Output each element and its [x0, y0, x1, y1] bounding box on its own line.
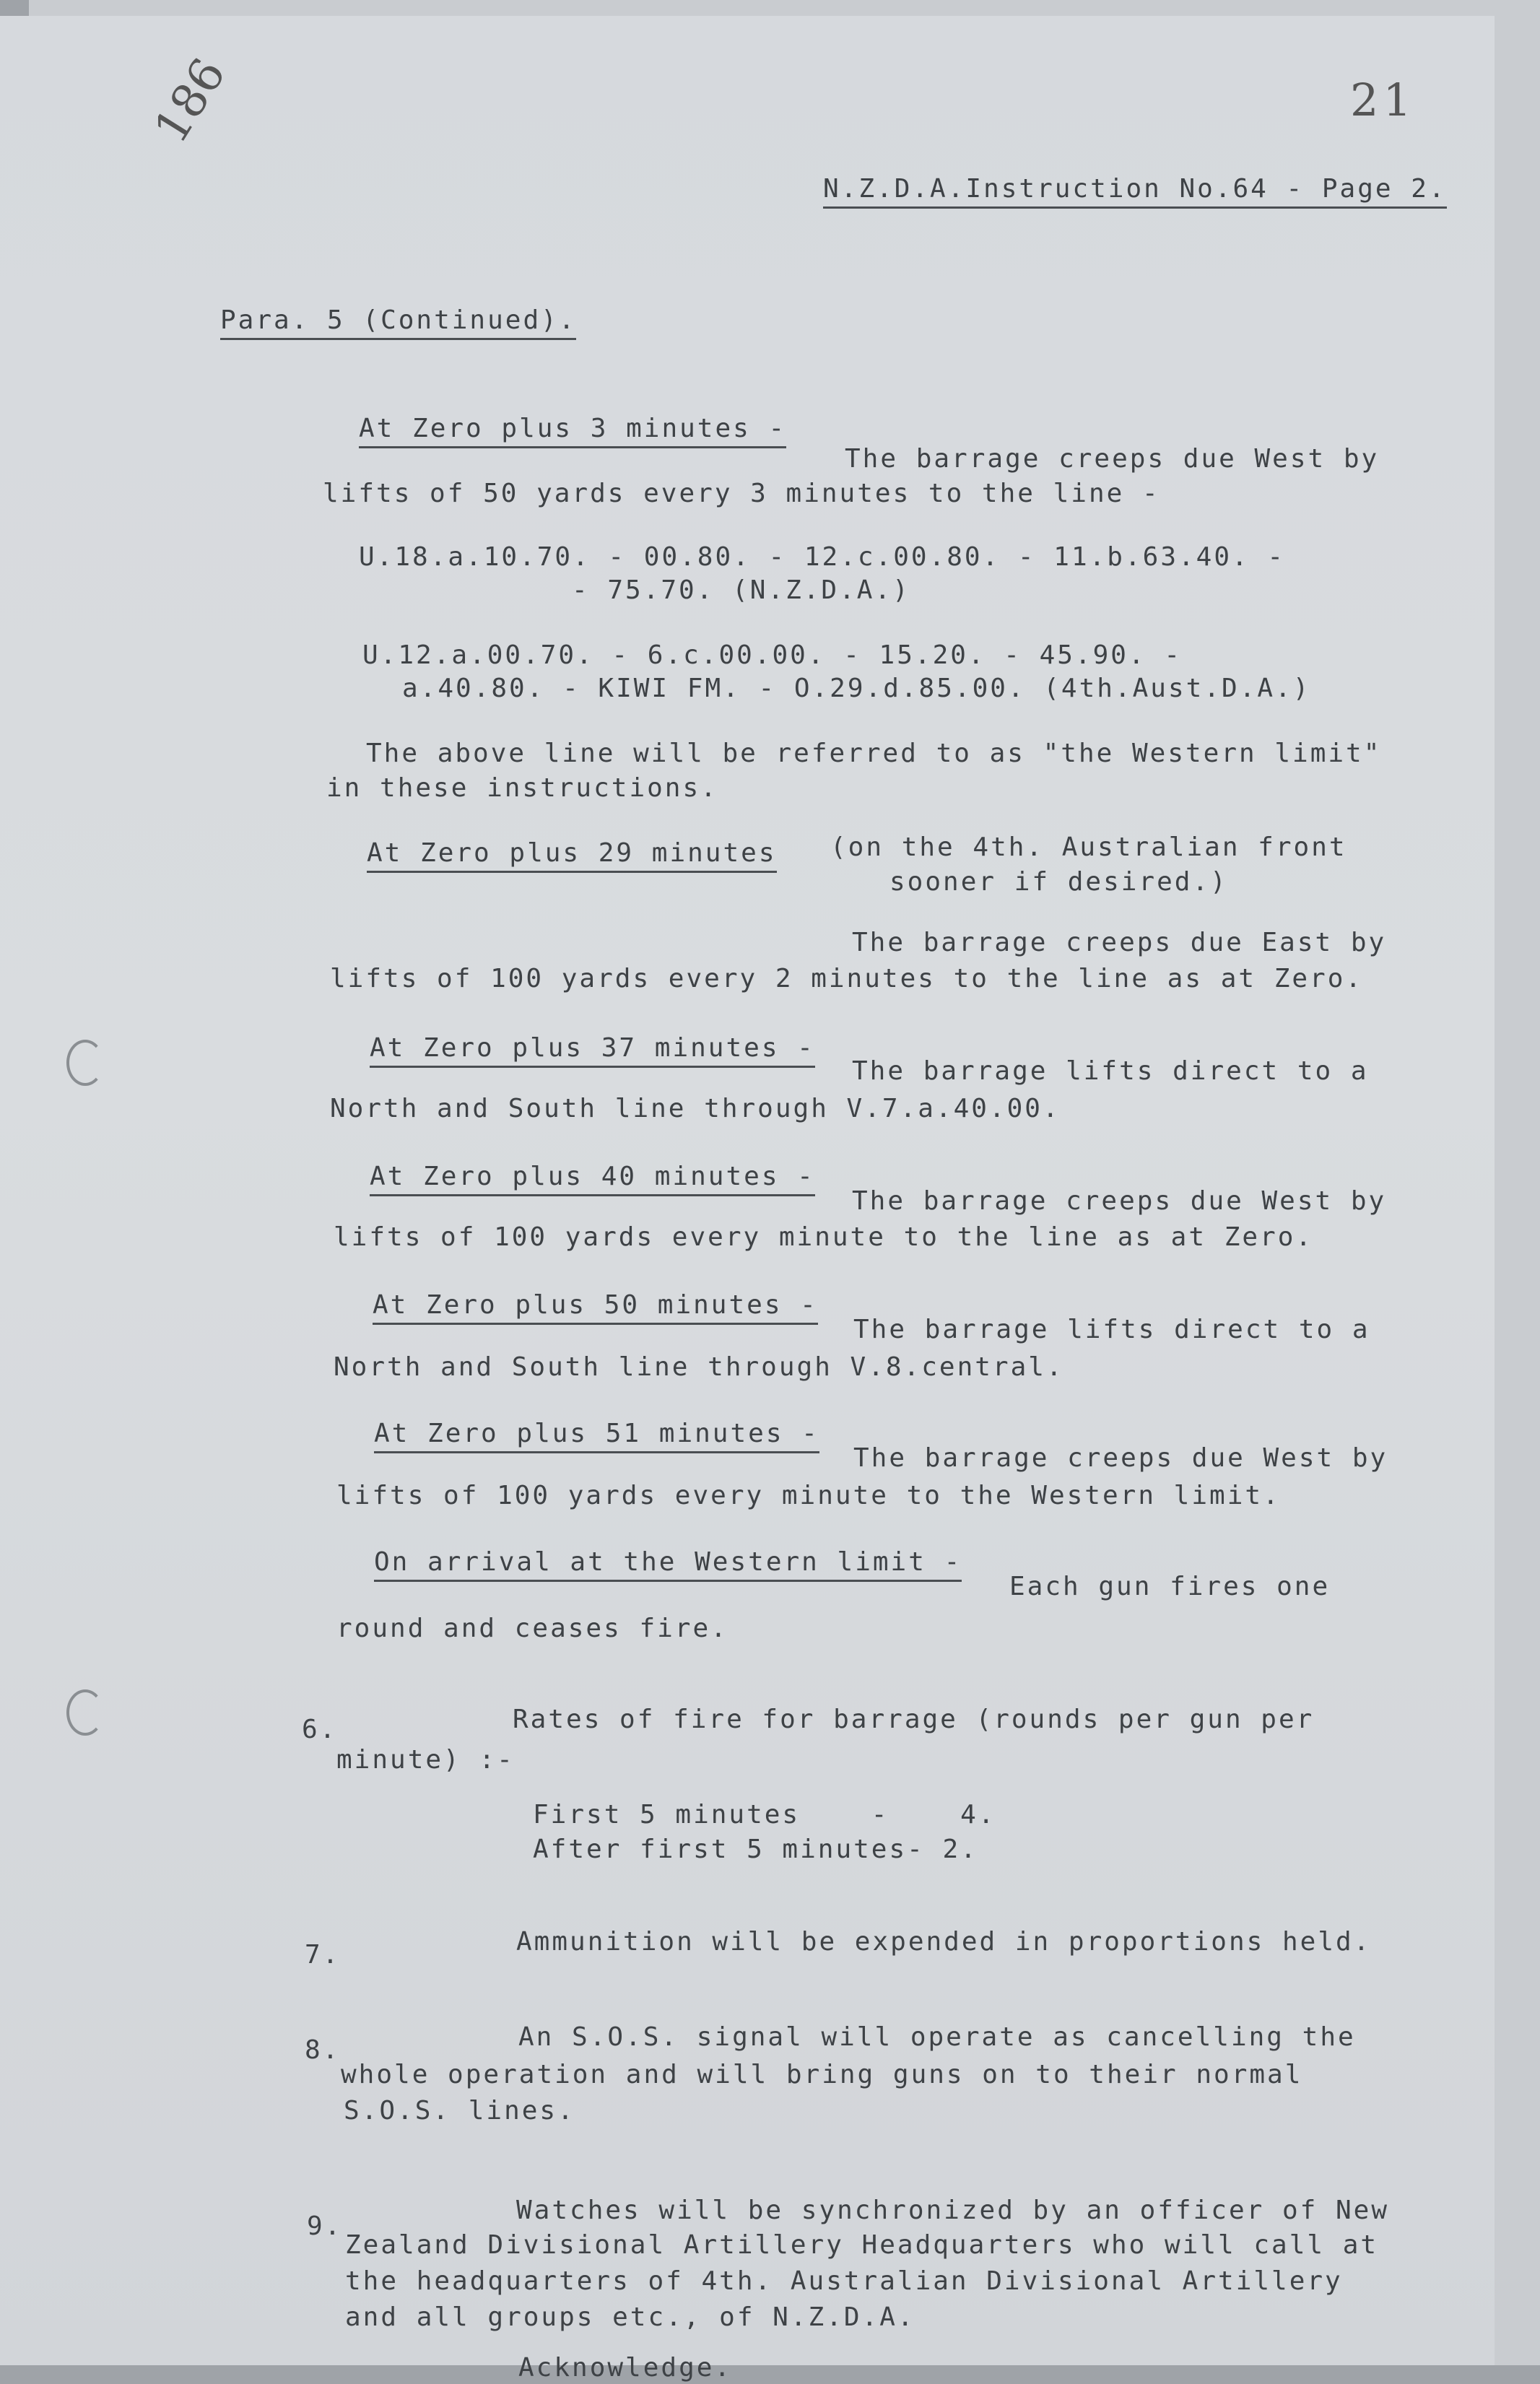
para9-number: 9.	[307, 2211, 343, 2241]
para6-line2: minute) :-	[336, 1745, 515, 1775]
rate-after-5-minutes: After first 5 minutes- 2.	[533, 1835, 978, 1864]
timing-zero-plus-37: At Zero plus 37 minutes -	[370, 1032, 815, 1068]
step4-line1: The barrage creeps due West by	[852, 1186, 1387, 1216]
para8-line1: An S.O.S. signal will operate as cancelling the	[518, 2022, 1356, 2052]
timing-zero-plus-29-note2: sooner if desired.)	[889, 867, 1228, 897]
step6-line2: lifts of 100 yards every minute to the Western limit.	[336, 1481, 1281, 1510]
para7-number: 7.	[305, 1940, 341, 1970]
timing-zero-plus-3: At Zero plus 3 minutes -	[359, 413, 786, 448]
step2-line2: lifts of 100 yards every 2 minutes to the line as at Zero.	[330, 964, 1364, 993]
para9-line2: Zealand Divisional Artillery Headquarters who will call at	[345, 2230, 1379, 2260]
step1-line1: The barrage creeps due West by	[845, 444, 1380, 474]
footer-acknowledge: Acknowledge.	[518, 2353, 733, 2383]
rate-first-5-minutes: First 5 minutes - 4.	[533, 1800, 996, 1830]
timing-zero-plus-29: At Zero plus 29 minutes	[367, 838, 777, 873]
step3-line1: The barrage lifts direct to a	[852, 1056, 1369, 1086]
step4-line2: lifts of 100 yards every minute to the line as at Zero.	[334, 1222, 1314, 1252]
document-page	[0, 16, 1495, 2383]
step5-line1: The barrage lifts direct to a	[853, 1315, 1370, 1344]
timing-zero-plus-40: At Zero plus 40 minutes -	[370, 1161, 815, 1196]
timing-zero-plus-51: At Zero plus 51 minutes -	[374, 1418, 819, 1453]
coordinates-nzda-line1: U.18.a.10.70. - 00.80. - 12.c.00.80. - 11.b.63.40. -	[359, 542, 1286, 572]
timing-zero-plus-29-note1: (on the 4th. Australian front	[830, 832, 1347, 862]
step2-line1: The barrage creeps due East by	[852, 928, 1387, 957]
western-limit-ref-line2: in these instructions.	[326, 773, 718, 803]
para8-line3: S.O.S. lines.	[344, 2096, 575, 2126]
step6-line1: The barrage creeps due West by	[853, 1443, 1388, 1473]
coordinates-aust-line1: U.12.a.00.70. - 6.c.00.00. - 15.20. - 45.90. -	[362, 640, 1182, 670]
step1-line2: lifts of 50 yards every 3 minutes to the line -	[323, 479, 1160, 508]
step3-line2: North and South line through V.7.a.40.00.	[330, 1094, 1061, 1123]
folio-number: 186	[144, 49, 237, 153]
para9-line3: the headquarters of 4th. Australian Divisional Artillery	[345, 2266, 1343, 2296]
section-heading: Para. 5 (Continued).	[220, 305, 576, 340]
punch-hole-upper	[66, 1040, 104, 1086]
para6-number: 6.	[302, 1715, 338, 1744]
para8-number: 8.	[305, 2035, 341, 2065]
step7-line2: round and ceases fire.	[336, 1614, 728, 1643]
coordinates-aust-line2: a.40.80. - KIWI FM. - O.29.d.85.00. (4th.Aust.D.A.)	[402, 674, 1311, 703]
para8-line2: whole operation and will bring guns on to their normal	[341, 2060, 1303, 2089]
step7-line1: Each gun fires one	[1009, 1572, 1331, 1601]
page-header: N.Z.D.A.Instruction No.64 - Page 2.	[823, 173, 1447, 209]
para7-line1: Ammunition will be expended in proportions held.	[516, 1927, 1372, 1957]
para9-line1: Watches will be synchronized by an officer of New	[516, 2196, 1390, 2225]
timing-western-limit: On arrival at the Western limit -	[374, 1546, 962, 1582]
page-corner-number: 21	[1350, 74, 1416, 126]
western-limit-ref-line1: The above line will be referred to as "the Western limit"	[366, 739, 1382, 768]
para9-line4: and all groups etc., of N.Z.D.A.	[345, 2302, 915, 2332]
timing-zero-plus-50: At Zero plus 50 minutes -	[373, 1289, 818, 1325]
punch-hole-lower	[66, 1689, 104, 1736]
coordinates-nzda-line2: - 75.70. (N.Z.D.A.)	[572, 575, 910, 605]
step5-line2: North and South line through V.8.central.	[334, 1352, 1064, 1382]
para6-line1: Rates of fire for barrage (rounds per gun per	[513, 1705, 1315, 1734]
